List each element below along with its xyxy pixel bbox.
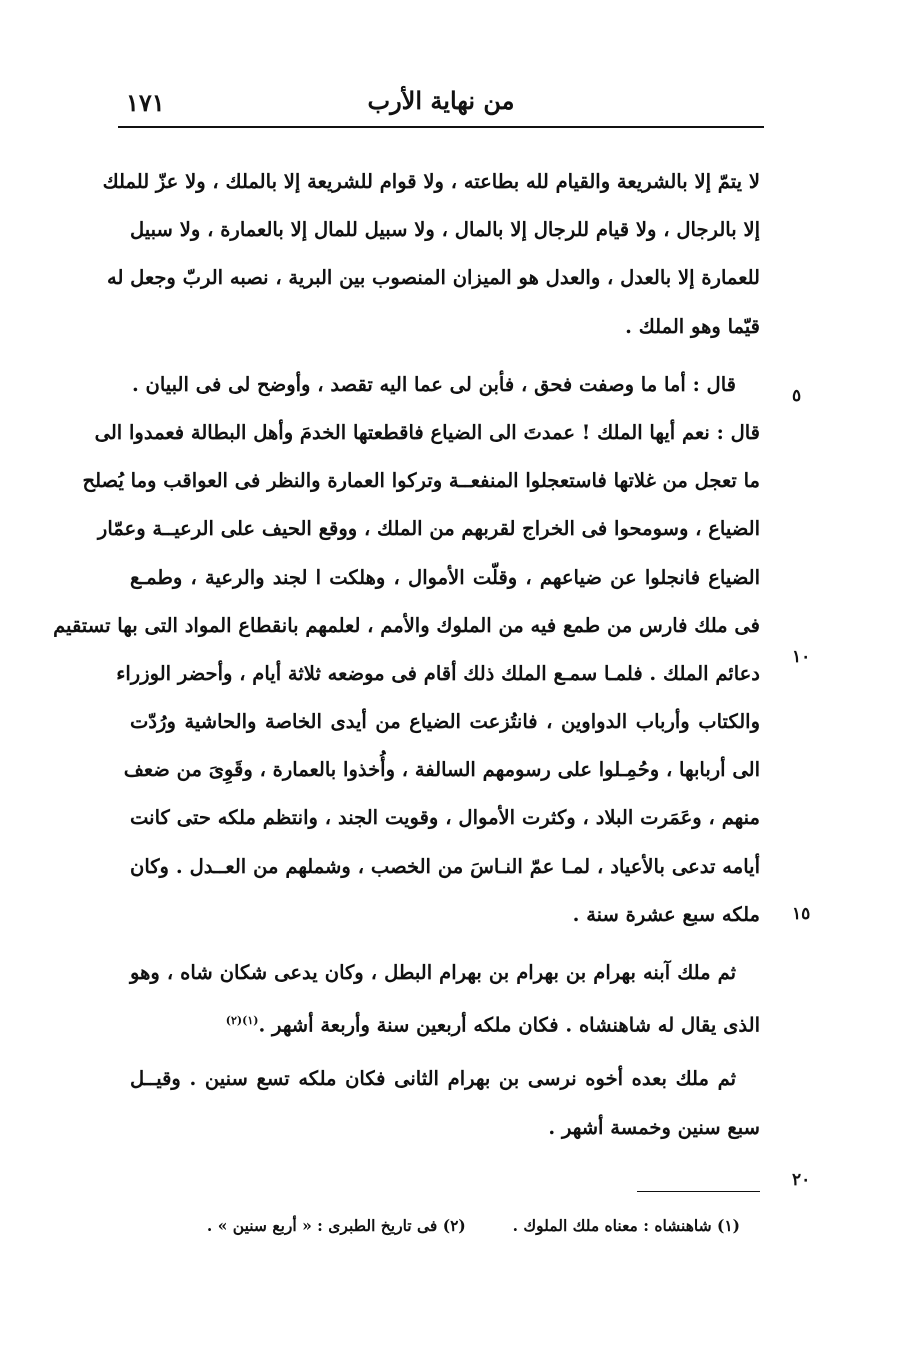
footnote-ref-1: (١) [242,1014,259,1028]
text-line: ملكه سبع عشرة سنة . [572,902,760,926]
text-line: إلا بالرجال ، ولا قيام للرجال إلا بالمال ، ولا سبيل للمال إلا بالعمارة ، ولا سبيل [130,218,760,242]
text-line: منهم ، وعَمَرت البلاد ، وكثرت الأموال ، وقويت الجند ، وانتظم ملكه حتى كانت [130,806,760,830]
text-line: الضياع فانجلوا عن ضياعهم ، وقلّت الأموال ، وهلكت ا لجند والرعية ، وطمـع [130,565,760,589]
text-line: قال : أما ما وصفت فحق ، فأبن لى عما اليه تقصد ، وأوضح لى فى البيان . [131,372,736,396]
footnote-1: (١) شاهنشاه : معناه ملك الملوك . [512,1216,740,1235]
line-number-20: ٢٠ [792,1170,811,1190]
paragraph-4 [130,949,760,1045]
text-line: لا يتمّ إلا بالشريعة والقيام لله بطاعته ، ولا قوام للشريعة إلا بالملك ، ولا عزّ للملك [102,170,760,193]
line-number-5: ٥ [792,386,802,406]
text-line: الضياع ، وسومحوا فى الخراج لقربهم من الملك ، ووقع الحيف على الرعيــة وعمّار [97,517,760,541]
header-rule [118,126,764,128]
text-line: قال : نعم أيها الملك ! عمدتَ الى الضياع فاقطعتها الخدمَ وأهل البطالة فعمدوا الى [94,420,760,444]
text-line: قيّما وهو الملك . [625,314,760,338]
text-line: ثم ملك بعده أخوه نرسى بن بهرام الثانى فكان ملكه تسع سنين . وقيــل [130,1067,736,1091]
text-line: دعائم الملك . فلمـا سمـع الملك ذلك أقام فى موضعه ثلاثة أيام ، وأحضر الوزراء [116,661,760,685]
running-title: من نهاية الأرب [367,86,515,115]
text-line: الى أربابها ، وحُمِـلوا على رسومهم السالفة ، وأُخذوا بالعمارة ، وقَوِىَ من ضعف [123,758,760,782]
text-line: ثم ملك آبنه بهرام بن بهرام بن بهرام البطل ، وكان يدعى شكان شاه ، وهو [130,961,736,984]
text-line [130,997,760,1045]
paragraph-3 [53,409,760,939]
text-line: أيامه تدعى بالأعياد ، لمـا عمّ النـاسَ من الخصب ، وشملهم من العــدل . وكان [130,854,760,878]
body-text [53,158,760,1152]
text-line: سبع سنين وخمسة أشهر . [548,1115,760,1139]
page-header [118,84,764,124]
line-number-10: ١٠ [792,647,811,667]
footnote-rule [637,1191,760,1192]
paragraph-2 [130,361,760,409]
text-line-content: الذى يقال له شاهنشاه . فكان ملكه أربعين سنة وأربعة أشهر . [258,1013,760,1037]
footnotes [170,1216,740,1235]
footnote-ref-2: (٢) [225,1014,243,1028]
footnote-2: (٢) فى تاريخ الطبرى : « أربع سنين » . [206,1216,466,1235]
text-line: فى ملك فارس من طمع فيه من الملوك والأمم ، لعلمهم بانقطاع المواد التى بها تستقيم [53,613,760,637]
text-line: ما تعجل من غلاتها فاستعجلوا المنفعــة وتركوا العمارة والنظر فى العواقب وما يُصلح [82,469,760,493]
paragraph-1 [102,158,760,351]
text-line: والكتاب وأرباب الدواوين ، فانتُزعت الضياع من أيدى الخاصة والحاشية ورُدّت [130,710,760,734]
text-line: للعمارة إلا بالعدل ، والعدل هو الميزان المنصوب بين البرية ، نصبه الربّ وجعل له [107,266,760,290]
page-number: ١٧١ [126,88,165,117]
paragraph-5 [130,1055,760,1151]
line-number-15: ١٥ [792,904,811,924]
